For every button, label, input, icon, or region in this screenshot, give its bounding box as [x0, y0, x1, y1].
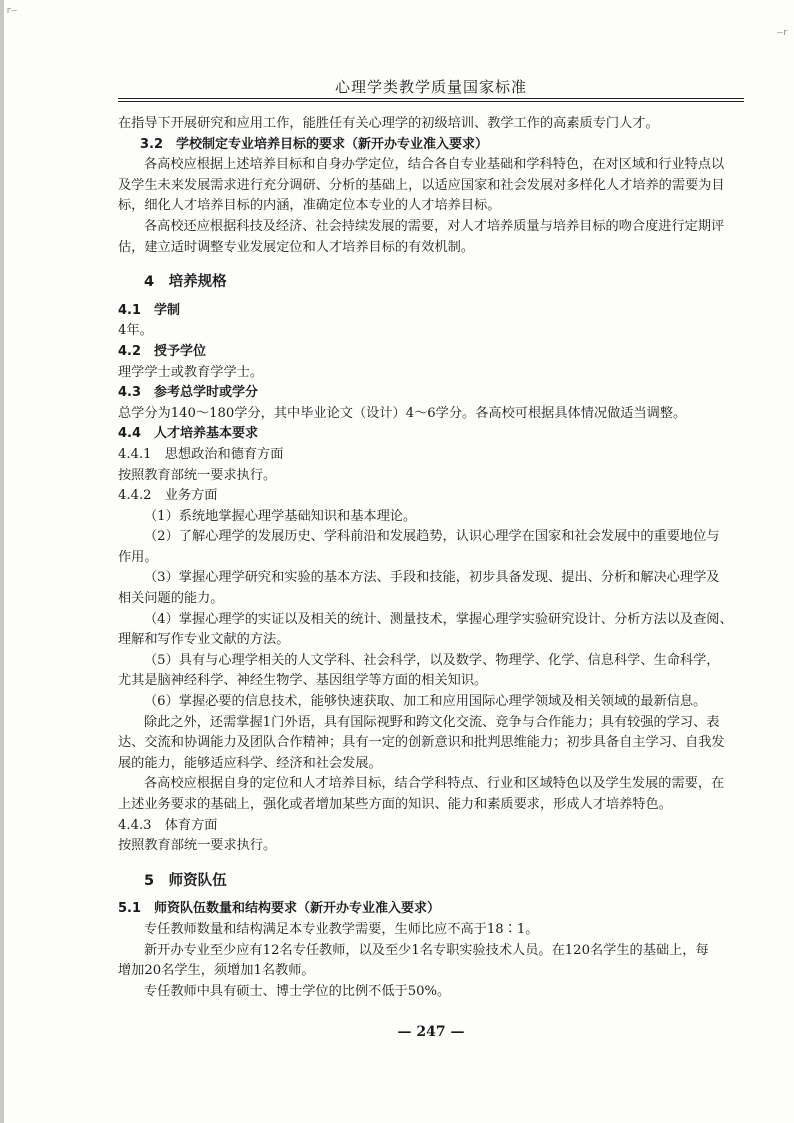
paragraph-line: 及学生未来发展需求进行充分调研、分析的基础上，以适应国家和社会发展对多样化人才培养的需要为目	[118, 177, 725, 193]
list-item-2: （2）了解心理学的发展历史、学科前沿和发展趋势，认识心理学在国家和社会发展中的重要地位与	[144, 529, 720, 545]
section-heading-3-2: 3.2 学校制定专业培养目标的要求（新开办专业准入要求）	[140, 136, 489, 152]
header-rule	[118, 98, 744, 99]
list-item-3: （3）掌握心理学研究和实验的基本方法、手段和技能，初步具备发现、提出、分析和解决心理学及	[144, 570, 720, 586]
paragraph-line: 总学分为140～180学分，其中毕业论文（设计）4～6学分。各高校可根据具体情况做适当调整。	[118, 405, 687, 421]
corner-mark-right: —r	[777, 28, 788, 38]
paragraph-line: 在指导下开展研究和应用工作，能胜任有关心理学的初级培训、教学工作的高素质专门人才。	[118, 116, 659, 131]
list-item-4: （4）掌握心理学的实证以及相关的统计、测量技术，掌握心理学实验研究设计、分析方法以及查阅、	[144, 611, 733, 627]
paragraph-line: 达、交流和协调能力及团队合作精神；具有一定的创新意识和批判思维能力；初步具备自主学习、自我发	[118, 735, 725, 751]
paragraph-line: 除此之外，还需掌握1门外语，具有国际视野和跨文化交流、竞争与合作能力；具有较强的学习、表	[144, 714, 720, 730]
list-item-1: （1）系统地掌握心理学基础知识和基本理论。	[144, 508, 417, 524]
header-rule-thin	[118, 101, 744, 102]
page-body	[118, 114, 744, 1002]
section-heading-4-4: 4.4 人才培养基本要求	[118, 426, 259, 442]
paragraph-line: 理学学士或教育学学士。	[118, 364, 264, 380]
paragraph-line: 各高校应根据自身的定位和人才培养目标，结合学科特点、行业和区域特色以及学生发展的需要，在	[144, 776, 725, 792]
list-item-6: （6）掌握必要的信息技术，能够快速获取、加工和应用国际心理学领域及相关领域的最新信息。	[144, 694, 707, 710]
list-item-3-cont: 相关问题的能力。	[118, 591, 224, 607]
paragraph-line: 4年。	[118, 323, 153, 339]
subsection-heading-4-4-1: 4.4.1 思想政治和德育方面	[118, 446, 284, 462]
paragraph-line: 各高校应根据上述培养目标和自身办学定位，结合各自专业基础和学科特色，在对区域和行业特点以	[144, 157, 725, 173]
paragraph-line: 展的能力，能够适应科学、经济和社会发展。	[118, 755, 382, 771]
paragraph-line: 新开办专业至少应有12名专任教师，以及至少1名专职实验技术人员。在120名学生的基础上，每	[144, 942, 709, 958]
paragraph-line: 各高校还应根据科技及经济、社会持续发展的需要，对人才培养质量与培养目标的吻合度进行定期评	[144, 218, 725, 234]
section-heading-4-2: 4.2 授予学位	[118, 343, 207, 359]
section-heading-4-1: 4.1 学制	[118, 302, 181, 318]
chapter-heading-5: 5 师资队伍	[144, 872, 227, 889]
paragraph-line: 估，建立适时调整专业发展定位和人才培养目标的有效机制。	[118, 239, 475, 255]
paragraph-line: 上述业务要求的基础上，强化或者增加某些方面的知识、能力和素质要求，形成人才培养特色。	[118, 797, 672, 812]
paragraph-line: 专任教师中具有硕士、博士学位的比例不低于50%。	[144, 983, 451, 999]
subsection-heading-4-4-3: 4.4.3 体育方面	[118, 817, 218, 833]
scan-edge	[0, 0, 4, 1123]
list-item-5: （5）具有与心理学相关的人文学科、社会科学，以及数学、物理学、化学、信息科学、生命科学，	[144, 652, 720, 668]
list-item-5-cont: 尤其是脑神经科学、神经生物学、基因组学等方面的相关知识。	[118, 673, 488, 689]
section-heading-4-3: 4.3 参考总学时或学分	[118, 385, 259, 401]
corner-mark-left: r—	[6, 6, 17, 16]
paragraph-line: 专任教师数量和结构满足本专业教学需要，生师比应不高于18∶1。	[144, 921, 539, 937]
chapter-heading-4: 4 培养规格	[144, 274, 227, 291]
list-item-4-cont: 理解和写作专业文献的方法。	[118, 632, 290, 648]
list-item-2-cont: 作用。	[118, 549, 158, 565]
subsection-heading-4-4-2: 4.4.2 业务方面	[118, 488, 218, 504]
paragraph-line: 增加20名学生，须增加1名教师。	[118, 963, 315, 979]
section-heading-5-1: 5.1 师资队伍数量和结构要求（新开办专业准入要求）	[118, 901, 441, 917]
paragraph-line: 按照教育部统一要求执行。	[118, 467, 277, 483]
paragraph-line: 标，细化人才培养目标的内涵，准确定位本专业的人才培养目标。	[118, 198, 501, 214]
page-number: — 247 —	[397, 1024, 465, 1040]
paragraph-line: 按照教育部统一要求执行。	[118, 838, 277, 854]
running-header: 心理学类教学质量国家标准	[334, 78, 527, 96]
